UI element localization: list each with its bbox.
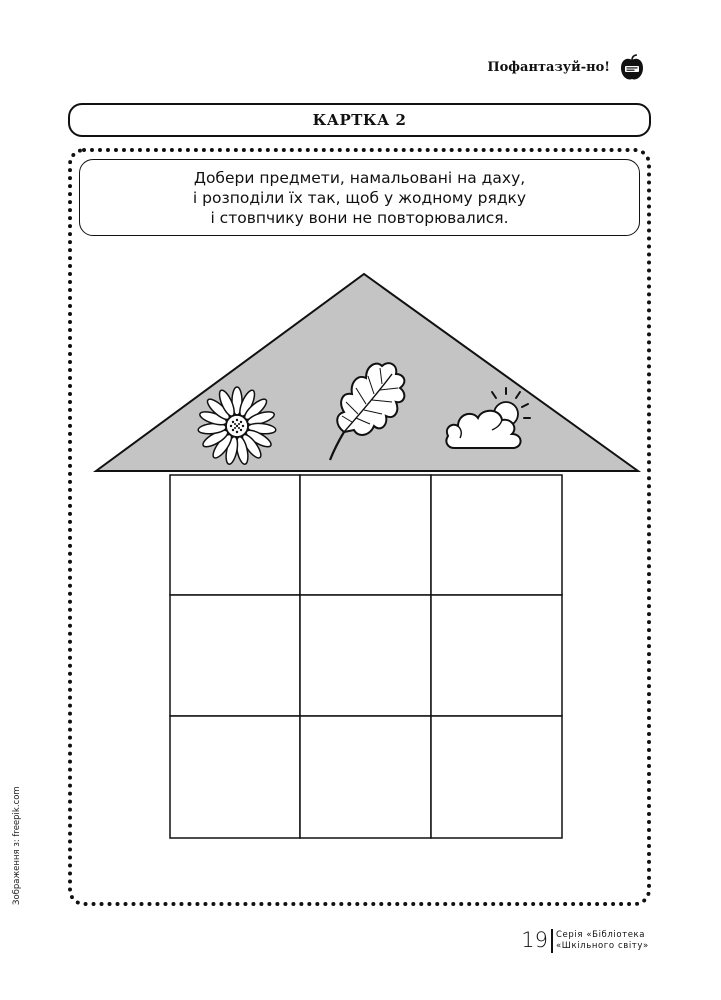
grid-cell[interactable] (431, 475, 562, 595)
grid-cell[interactable] (300, 716, 431, 838)
grid-cell[interactable] (431, 716, 562, 838)
instruction-box (79, 159, 640, 236)
grid-cell[interactable] (300, 475, 431, 595)
answer-grid (170, 475, 562, 838)
card-banner (68, 103, 651, 137)
image-credit: Зображення з: freepik.com (12, 786, 22, 905)
instruction-line: і стовпчику вони не повторювалися. (210, 208, 509, 227)
series-line: Серія «Бібліотека (556, 930, 646, 940)
series-line: «Шкільного світу» (556, 941, 649, 951)
grid-cell[interactable] (170, 475, 300, 595)
instruction-line: Добери предмети, намальовані на даху, (193, 168, 526, 187)
apple-logo-icon (618, 54, 646, 82)
instruction-text (193, 168, 526, 228)
instruction-line: і розподіли їх так, щоб у жодному рядку (192, 188, 527, 207)
header-title: Пофантазуй-но! (487, 60, 610, 75)
series-text (556, 930, 676, 952)
house-diagram (92, 270, 642, 842)
grid-cell[interactable] (170, 716, 300, 838)
footer-divider (551, 929, 553, 953)
grid-cell[interactable] (170, 595, 300, 716)
page-number: 19 (521, 928, 548, 952)
card-title: КАРТКА 2 (312, 111, 407, 129)
grid-cell[interactable] (300, 595, 431, 716)
grid-cell[interactable] (431, 595, 562, 716)
